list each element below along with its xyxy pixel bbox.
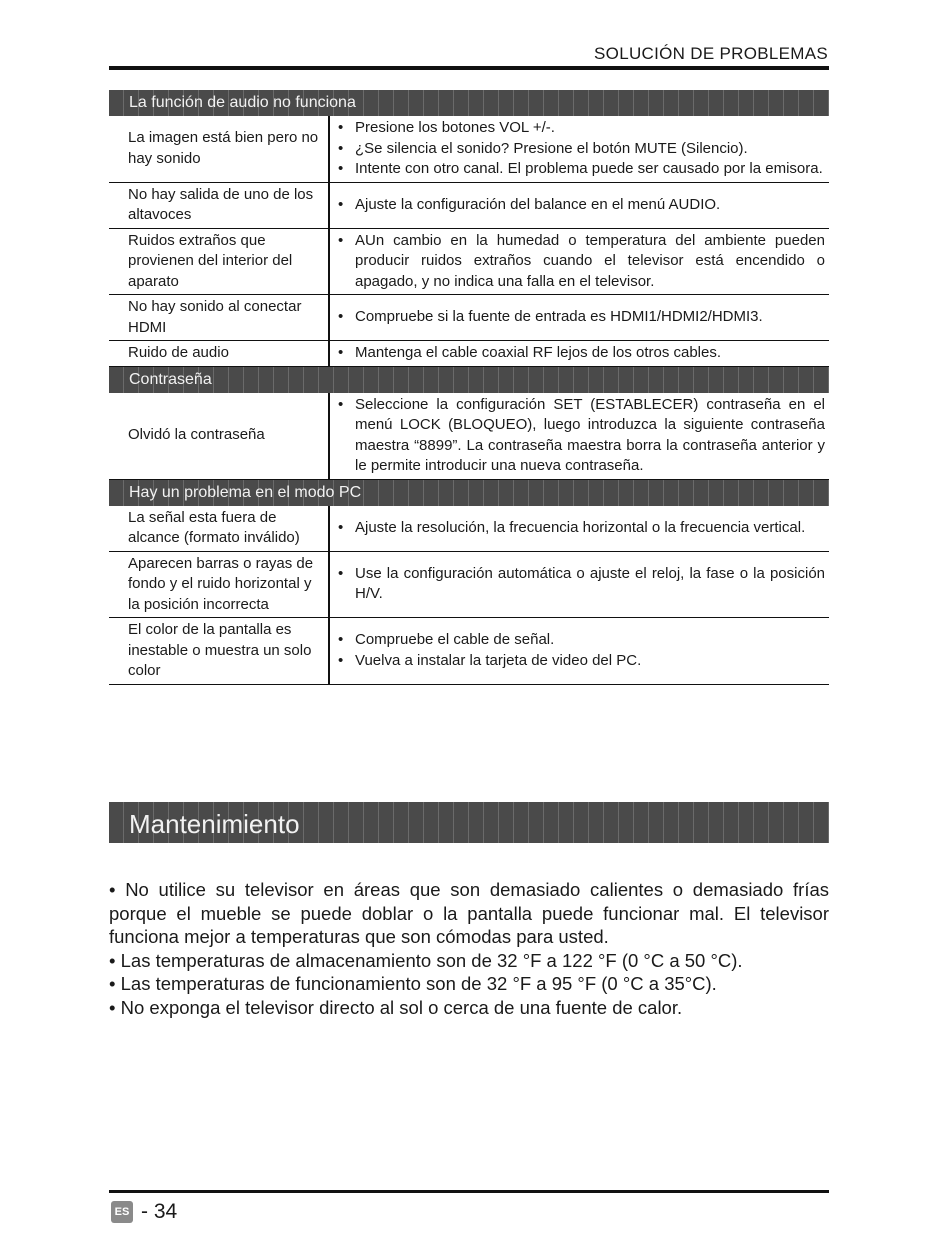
maintenance-paragraph: • No exponga el televisor directo al sol o cerca de una fuente de calor. <box>109 996 683 1018</box>
solution-text: ¿Se silencia el sonido? Presione el botón MUTE (Silencio). <box>355 139 748 157</box>
solution-text: AUn cambio en la humedad o temperatura del ambiente pueden producir ruidos extraños cuando el televisor está encendido o apagado, y no indica una falla en el televisor. <box>355 231 825 290</box>
section-header <box>109 90 829 116</box>
solution-text: Intente con otro canal. El problema puede ser causado por la emisora. <box>355 160 823 177</box>
table-row <box>109 116 829 183</box>
maintenance-paragraph: • No utilice su televisor en áreas que son demasiado calientes o demasiado frías porque el mueble se puede doblar o la pantalla puede funcionar mal. El televisor funciona mejor a temperaturas que son cómodas para usted. <box>109 879 829 947</box>
bullet-icon: • <box>338 651 344 669</box>
solution-text: Ajuste la resolución, la frecuencia horizontal o la frecuencia vertical. <box>355 518 806 536</box>
table-row <box>109 229 829 296</box>
bullet-icon: • <box>338 308 344 326</box>
solution-text: Compruebe si la fuente de entrada es HDMI1/HDMI2/HDMI3. <box>355 308 763 326</box>
solution-item <box>338 630 825 651</box>
table-row <box>109 506 829 552</box>
bullet-icon: • <box>338 160 344 177</box>
language-es-icon: ES <box>111 1201 133 1223</box>
problem-cell: Aparecen barras o rayas de fondo y el ruido horizontal y la posición incorrecta <box>109 552 330 618</box>
section-title: Contraseña <box>129 370 212 388</box>
solution-cell <box>330 393 829 479</box>
bullet-icon: • <box>338 119 344 136</box>
solution-item <box>338 518 825 539</box>
solution-cell <box>330 116 829 182</box>
solution-cell <box>330 506 829 551</box>
bullet-icon: • <box>338 139 344 157</box>
bullet-icon: • <box>338 344 344 361</box>
solution-item <box>338 118 825 139</box>
maintenance-text <box>109 878 829 1019</box>
table-row <box>109 295 829 341</box>
solution-cell <box>330 183 829 228</box>
solution-cell <box>330 552 829 618</box>
table-row <box>109 552 829 619</box>
page-number: - 34 <box>141 1200 178 1223</box>
problem-cell: No hay sonido al conectar HDMI <box>109 295 330 340</box>
solution-text: Vuelva a instalar la tarjeta de video del PC. <box>355 651 642 669</box>
section-title: Hay un problema en el modo PC <box>129 483 362 501</box>
bullet-icon: • <box>338 631 344 649</box>
solution-item <box>338 651 825 672</box>
problem-cell: No hay salida de uno de los altavoces <box>109 183 330 228</box>
footer-rule <box>109 1190 829 1193</box>
bullet-icon: • <box>338 231 344 249</box>
solution-cell <box>330 341 829 366</box>
solution-item <box>338 159 825 180</box>
table-row <box>109 341 829 367</box>
bullet-icon: • <box>338 395 344 413</box>
solution-text: Mantenga el cable coaxial RF lejos de los otros cables. <box>355 344 722 361</box>
bullet-icon: • <box>338 518 344 536</box>
problem-cell: El color de la pantalla es inestable o muestra un solo color <box>109 618 330 684</box>
maintenance-title: Mantenimiento <box>129 809 300 839</box>
table-row <box>109 183 829 229</box>
troubleshooting-table <box>109 90 829 685</box>
maintenance-bar <box>109 802 829 843</box>
solution-text: Use la configuración automática o ajuste el reloj, la fase o la posición H/V. <box>355 564 825 603</box>
solution-cell <box>330 229 829 295</box>
table-row <box>109 393 829 480</box>
maintenance-paragraph: • Las temperaturas de funcionamiento son de 32 °F a 95 °F (0 °C a 35°C). <box>109 973 717 994</box>
section-header <box>109 480 829 506</box>
solution-text: Compruebe el cable de señal. <box>355 631 555 649</box>
solution-item <box>338 307 825 328</box>
solution-item <box>338 231 825 293</box>
table-row <box>109 618 829 685</box>
maintenance-paragraph: • Las temperaturas de almacenamiento son de 32 °F a 122 °F (0 °C a 50 °C). <box>109 949 743 971</box>
solution-cell <box>330 618 829 684</box>
solution-item <box>338 195 825 216</box>
problem-cell: Ruido de audio <box>109 341 330 366</box>
problem-cell: Ruidos extraños que provienen del interior del aparato <box>109 229 330 295</box>
section-title: La función de audio no funciona <box>129 94 356 111</box>
solution-item <box>338 395 825 477</box>
bullet-icon: • <box>338 564 344 582</box>
solution-text: Seleccione la configuración SET (ESTABLECER) contraseña en el menú LOCK (BLOQUEO), luego introduzca la siguiente contraseña maestra “8899”. La contraseña maestra borra la contraseña anterior y le permite introducir una nueva contraseña. <box>355 395 825 474</box>
solution-item <box>338 564 825 605</box>
solution-text: Ajuste la configuración del balance en el menú AUDIO. <box>355 195 721 213</box>
solution-text: Presione los botones VOL +/-. <box>355 119 555 136</box>
solution-item <box>338 139 825 160</box>
problem-cell: Olvidó la contraseña <box>109 393 330 479</box>
header-rule <box>109 66 829 70</box>
solution-item <box>338 343 825 364</box>
solution-cell <box>330 295 829 340</box>
section-header <box>109 367 829 393</box>
problem-cell: La señal esta fuera de alcance (formato inválido) <box>109 506 330 551</box>
problem-cell: La imagen está bien pero no hay sonido <box>109 116 330 182</box>
page-header-title: SOLUCIÓN DE PROBLEMAS <box>594 44 828 63</box>
bullet-icon: • <box>338 195 344 213</box>
